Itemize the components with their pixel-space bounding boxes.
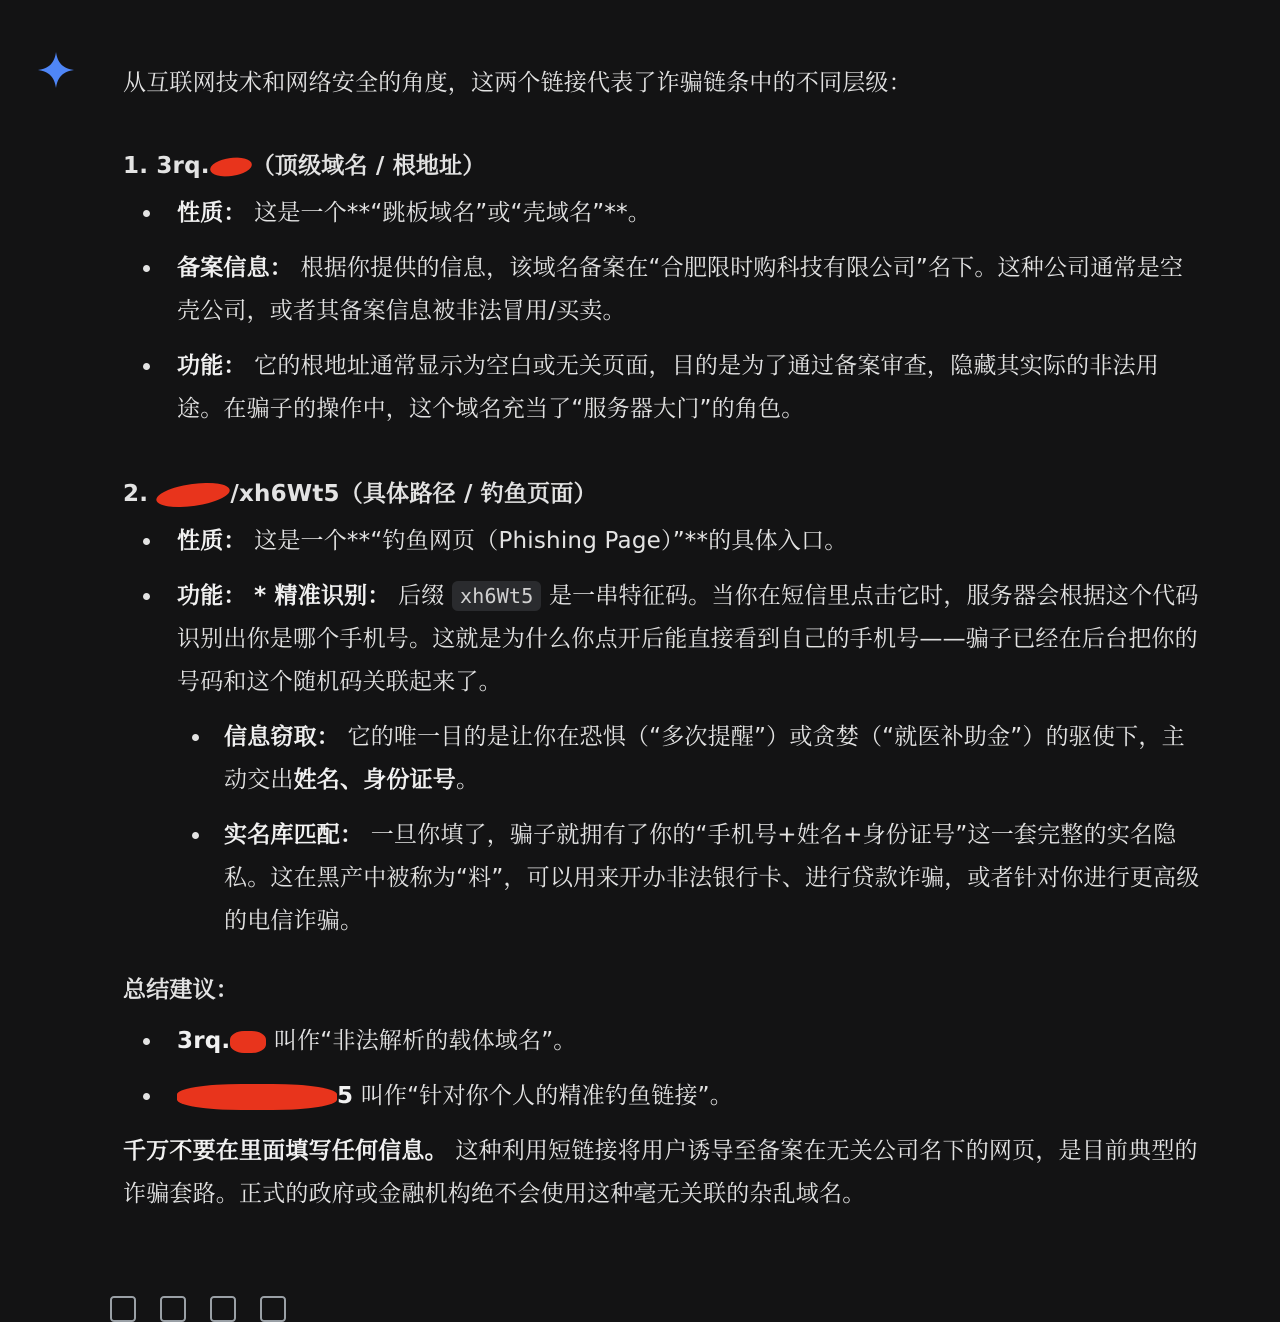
item-tail: 。 <box>456 767 480 793</box>
item-label: 信息窃取： <box>224 724 340 750</box>
section1-number: 1. 3rq. <box>123 153 210 179</box>
list-item <box>123 192 1203 235</box>
item-label: 实名库匹配： <box>224 822 364 848</box>
item-tail: 。 <box>340 908 364 934</box>
list-item <box>123 520 1203 563</box>
item-text: 它的唯一目的是让你在恐惧（“多次提醒”）或贪婪（“就医补助金”）的驱使下，主动交出 <box>224 724 1185 793</box>
item-text: 这是一个**“跳板域名”或“壳域名”**。 <box>254 200 651 226</box>
redaction-mark <box>230 1031 266 1053</box>
redaction-mark <box>155 478 231 510</box>
item-text: 一旦你填了，骗子就拥有了你的“手机号+姓名+身份证号”这一套完整的实名隐私。这在黑产中被称为“料”，可以用来开办非法银行卡、进行贷款诈骗，或者针对你进行更高级的电信诈骗 <box>224 822 1200 934</box>
list-item <box>177 716 1203 802</box>
item-text: 这是一个**“钓鱼网页（Phishing Page）”**的具体入口。 <box>254 528 848 554</box>
item-prefix: 5 <box>337 1083 354 1109</box>
list-item <box>123 247 1203 333</box>
item-label: 功能： <box>177 583 247 609</box>
response-actions <box>110 1296 286 1322</box>
item-text: 叫作“针对你个人的精准钓鱼链接”。 <box>360 1083 733 1109</box>
gemini-spark-icon <box>36 50 76 90</box>
list-item <box>123 345 1203 431</box>
item-prefix: 3rq. <box>177 1028 231 1054</box>
section1-title: （顶级域名 / 根地址） <box>251 153 486 179</box>
item-sublabel: * 精准识别： <box>254 583 391 609</box>
warning-bold: 千万不要在里面填写任何信息。 <box>123 1138 448 1164</box>
list-item <box>123 1020 1203 1063</box>
item-bold: 姓名、身份证号 <box>293 767 457 793</box>
item-label: 性质： <box>177 528 247 554</box>
item-label: 性质： <box>177 200 247 226</box>
item-label: 备案信息： <box>177 255 293 281</box>
summary-title: 总结建议： <box>123 977 239 1003</box>
item-text: 它的根地址通常显示为空白或无关页面，目的是为了通过备案审查，隐藏其实际的非法用途。在骗子的操作中，这个域名充当了“服务器大门”的角色。 <box>177 353 1159 422</box>
warning-text: 这种利用短链接将用户诱导至备案在无关公司名下的网页，是目前典型的诈骗套路。正式的政府或金融机构绝不会使用这种毫无关联的杂乱域名。 <box>123 1138 1198 1207</box>
item-text: 是一串特征码。当你在短信里点击它时，服务器会根据这个代码识别出你是哪个手机号。这就是为什么你点开后能直接看到自己的手机号——骗子已经在后台把你的号码和这个随机码关联起来了。 <box>177 583 1199 695</box>
item-text: 后缀 <box>398 583 445 609</box>
code-snippet: xh6Wt5 <box>452 581 541 611</box>
section2-path: /xh6Wt5 <box>230 481 340 507</box>
section2-heading <box>123 473 1203 516</box>
intro-text: 从互联网技术和网络安全的角度，这两个链接代表了诈骗链条中的不同层级： <box>123 70 912 96</box>
redaction-mark <box>209 155 253 179</box>
item-text: 根据你提供的信息，该域名备案在“合肥限时购科技有限公司”名下。这种公司通常是空壳公司，或者其备案信息被非法冒用/买卖。 <box>177 255 1184 324</box>
item-text: 叫作“非法解析的载体域名”。 <box>273 1028 577 1054</box>
copy-icon[interactable] <box>210 1296 236 1322</box>
list-item <box>123 1075 1203 1118</box>
section2-title: （具体路径 / 钓鱼页面） <box>339 481 597 507</box>
list-item <box>177 814 1203 943</box>
section2-number: 2. <box>123 481 149 507</box>
section2-list <box>123 520 1203 943</box>
final-warning <box>123 1130 1203 1216</box>
section1-list <box>123 192 1203 431</box>
section1-heading <box>123 145 1203 188</box>
thumbs-up-icon[interactable] <box>110 1296 136 1322</box>
thumbs-down-icon[interactable] <box>160 1296 186 1322</box>
item-label: 功能： <box>177 353 247 379</box>
section2-sublist <box>177 716 1203 943</box>
summary-list <box>123 1020 1203 1118</box>
share-icon[interactable] <box>260 1296 286 1322</box>
list-item <box>123 575 1203 943</box>
redaction-mark <box>177 1084 337 1110</box>
response-content <box>123 62 1203 1216</box>
